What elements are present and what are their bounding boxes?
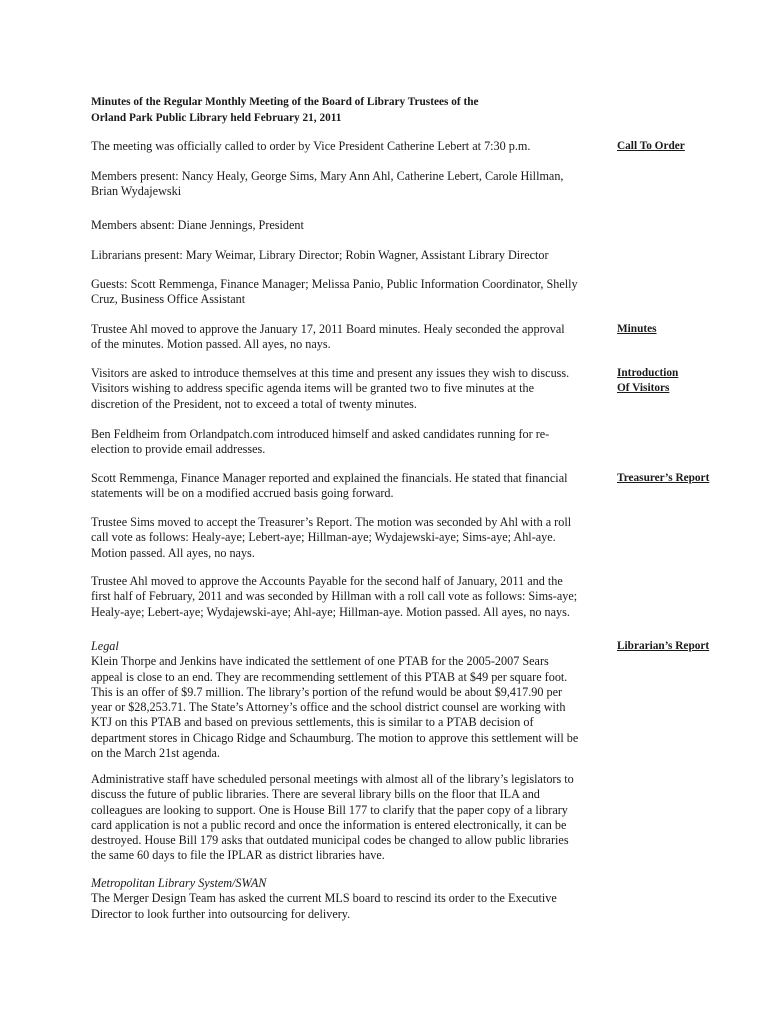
text-line: Visitors wishing to address specific agenda items will be granted two to five minutes at the [91, 381, 534, 396]
text-line: Director to look further into outsourcing for delivery. [91, 906, 351, 921]
text-line: Members absent: Diane Jennings, President [91, 218, 304, 232]
members-absent-paragraph [91, 218, 603, 233]
margin-heading-line: Librarian’s Report [617, 640, 710, 652]
text-line: Scott Remmenga, Finance Manager reported and explained the financials. He stated that financial [91, 471, 568, 485]
margin-heading-line: Of Visitors [617, 382, 670, 395]
document-title [91, 94, 611, 126]
mls-swan-paragraph [91, 876, 603, 922]
text-line: discuss the future of public libraries. There are several library bills on the floor that ILA and [91, 787, 540, 802]
text-line: Klein Thorpe and Jenkins have indicated the settlement of one PTAB for the 2005-2007 Sears [91, 654, 549, 669]
text-line: Motion passed. All ayes, no nays. [91, 545, 255, 560]
mls-swan-subheading: Metropolitan Library System/SWAN [91, 876, 267, 890]
text-line: Healy-aye; Lebert-aye; Wydajewski-aye; Ahl-aye; Hillman-aye. Motion passed. All ayes, no nays. [91, 604, 570, 619]
text-line: KTJ on this PTAB and based on previous settlements, this is similar to a PTAB decision of [91, 715, 534, 730]
visitors-paragraph [91, 366, 603, 412]
margin-heading-minutes [617, 322, 757, 337]
text-line: Cruz, Business Office Assistant [91, 292, 246, 307]
librarians-present-paragraph [91, 248, 603, 263]
text-line: Guests: Scott Remmenga, Finance Manager; Melissa Panio, Public Information Coordinator, Shelly [91, 277, 578, 291]
margin-heading-introduction-of-visitors [617, 366, 757, 397]
text-line: Administrative staff have scheduled personal meetings with almost all of the library’s legislators to [91, 772, 574, 786]
text-line: Members present: Nancy Healy, George Sims, Mary Ann Ahl, Catherine Lebert, Carole Hillman, [91, 169, 564, 183]
legal-subheading: Legal [91, 639, 119, 653]
text-line: statements will be on a modified accrued basis going forward. [91, 486, 394, 501]
members-present-paragraph [91, 169, 603, 200]
margin-heading-line: Treasurer’s Report [617, 472, 710, 484]
margin-heading-line: Minutes [617, 323, 657, 335]
margin-heading-librarians-report [617, 639, 757, 654]
minutes-approval-paragraph [91, 322, 603, 353]
accounts-payable-paragraph [91, 574, 603, 620]
text-line: call vote as follows: Healy-aye; Lebert-aye; Hillman-aye; Wydajewski-aye; Sims-aye; Ahl-aye. [91, 530, 556, 545]
text-line: Brian Wydajewski [91, 184, 182, 199]
text-line: the same 60 days to file the IPLAR as district libraries have. [91, 848, 385, 863]
text-line: year or $28,253.71. The State’s Attorney’s office and the school district counsel are working with [91, 700, 566, 715]
text-line: colleagues are looking to support. One is House Bill 177 to clarify that the paper copy of a library [91, 802, 568, 817]
margin-heading-line: Call To Order [617, 140, 685, 152]
call-to-order-paragraph [91, 139, 603, 154]
legal-paragraph [91, 639, 603, 761]
text-line: Librarians present: Mary Weimar, Library Director; Robin Wagner, Assistant Library Director [91, 248, 549, 262]
text-line: The Merger Design Team has asked the current MLS board to rescind its order to the Executive [91, 891, 557, 906]
text-line: department stores in Chicago Ridge and Schaumburg. The motion to approve this settlement will be [91, 730, 579, 745]
text-line: Trustee Ahl moved to approve the Accounts Payable for the second half of January, 2011 and the [91, 574, 563, 588]
text-line: on the March 21st agenda. [91, 746, 220, 761]
text-line: Ben Feldheim from Orlandpatch.com introduced himself and asked candidates running for re- [91, 427, 550, 441]
treasurer-report-paragraph [91, 471, 603, 502]
text-line: Trustee Sims moved to accept the Treasurer’s Report. The motion was seconded by Ahl with a roll [91, 515, 572, 529]
text-line: election to provide email addresses. [91, 442, 266, 457]
margin-heading-call-to-order [617, 139, 757, 154]
text-line: card application is not a public record and once the information is entered electronically, it can be [91, 817, 567, 832]
margin-heading-treasurers-report [617, 471, 757, 486]
text-line: Trustee Ahl moved to approve the January 17, 2011 Board minutes. Healy seconded the approval [91, 322, 565, 336]
guests-paragraph [91, 277, 603, 308]
text-line: This is an offer of $9.7 million. The library’s portion of the refund would be about $9,417.90 per [91, 684, 563, 699]
text-line: appeal is close to an end. They are recommending settlement of this PTAB at $49 per square foot. [91, 669, 568, 684]
administrative-staff-paragraph [91, 772, 603, 864]
visitor-introduction-paragraph [91, 427, 603, 458]
text-line: discretion of the President, not to exceed a total of twenty minutes. [91, 396, 417, 411]
text-line: destroyed. House Bill 179 asks that outdated municipal codes be changed to allow public libraries [91, 833, 569, 848]
margin-heading-line: Introduction [617, 367, 679, 379]
treasurer-vote-paragraph [91, 515, 603, 561]
title-line: Orland Park Public Library held February 21, 2011 [91, 112, 342, 124]
text-line: of the minutes. Motion passed. All ayes, no nays. [91, 337, 331, 352]
title-line: Minutes of the Regular Monthly Meeting of the Board of Library Trustees of the [91, 96, 479, 108]
text-line: first half of February, 2011 and was seconded by Hillman with a roll call vote as follows: Sims-aye; [91, 589, 578, 604]
text-line: Visitors are asked to introduce themselves at this time and present any issues they wish to discuss. [91, 366, 570, 380]
text-line: The meeting was officially called to order by Vice President Catherine Lebert at 7:30 p.m. [91, 139, 531, 153]
